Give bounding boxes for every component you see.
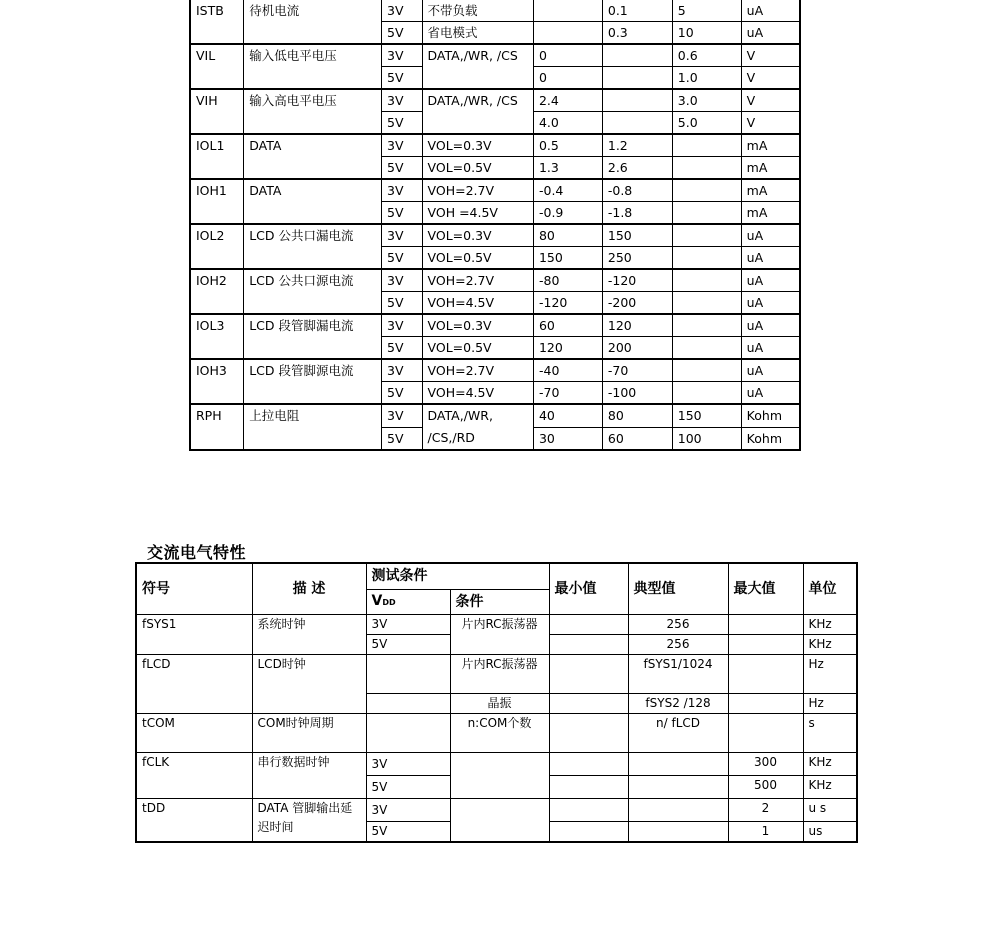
dc-condition: VOL=0.5V (422, 157, 533, 180)
dc-vdd: 5V (382, 202, 423, 225)
dc-min: 40 (533, 404, 602, 427)
header-vdd-main: V (371, 593, 383, 609)
dc-unit: Kohm (741, 427, 800, 450)
dc-typ: 0.3 (602, 22, 672, 45)
ac-max (728, 714, 803, 753)
ac-max: 300 (728, 753, 803, 776)
ac-vdd: 5V (366, 776, 450, 799)
table-row (190, 224, 800, 247)
dc-min: 30 (533, 427, 602, 450)
dc-unit: Kohm (741, 404, 800, 427)
dc-condition: VOH=4.5V (422, 382, 533, 405)
dc-description: LCD 公共口源电流 (244, 269, 382, 314)
dc-max (672, 269, 741, 292)
dc-unit: V (741, 44, 800, 67)
ac-unit: KHz (803, 753, 857, 776)
ac-min (549, 694, 628, 714)
dc-condition: DATA,/WR, /CS,/RD (422, 404, 533, 450)
ac-min (549, 799, 628, 822)
dc-max (672, 134, 741, 157)
ac-symbol: fLCD (136, 655, 252, 714)
header-vdd (366, 590, 450, 615)
ac-min (549, 635, 628, 655)
ac-condition: 晶振 (450, 694, 549, 714)
header-unit: 单位 (803, 563, 857, 615)
table-row (190, 404, 800, 427)
dc-typ: 120 (602, 314, 672, 337)
dc-description: DATA (244, 179, 382, 224)
dc-unit: uA (741, 314, 800, 337)
dc-unit: uA (741, 382, 800, 405)
table-row (190, 359, 800, 382)
dc-vdd: 5V (382, 67, 423, 90)
dc-typ: -1.8 (602, 202, 672, 225)
ac-unit: Hz (803, 694, 857, 714)
dc-max (672, 202, 741, 225)
dc-min: 4.0 (533, 112, 602, 135)
ac-min (549, 714, 628, 753)
dc-min: 60 (533, 314, 602, 337)
dc-description: 输入高电平电压 (244, 89, 382, 134)
dc-min: -40 (533, 359, 602, 382)
dc-unit: uA (741, 247, 800, 270)
dc-vdd: 3V (382, 224, 423, 247)
dc-unit: mA (741, 157, 800, 180)
ac-vdd (366, 655, 450, 694)
ac-typ (628, 753, 728, 776)
dc-vdd: 5V (382, 292, 423, 315)
dc-unit: mA (741, 202, 800, 225)
dc-vdd: 3V (382, 89, 423, 112)
dc-vdd: 3V (382, 0, 423, 22)
dc-min: 0 (533, 44, 602, 67)
ac-vdd: 3V (366, 799, 450, 822)
dc-typ: 150 (602, 224, 672, 247)
dc-description: 输入低电平电压 (244, 44, 382, 89)
dc-vdd: 5V (382, 337, 423, 360)
ac-max (728, 694, 803, 714)
dc-max: 0.6 (672, 44, 741, 67)
dc-condition: DATA,/WR, /CS (422, 89, 533, 134)
dc-description: LCD 段管脚源电流 (244, 359, 382, 404)
ac-min (549, 655, 628, 694)
ac-unit: us (803, 822, 857, 843)
ac-vdd (366, 714, 450, 753)
dc-min: -0.4 (533, 179, 602, 202)
dc-typ: 250 (602, 247, 672, 270)
ac-typ: fSYS2 /128 (628, 694, 728, 714)
dc-vdd: 5V (382, 112, 423, 135)
ac-min (549, 822, 628, 843)
dc-symbol: IOH3 (190, 359, 244, 404)
ac-max (728, 655, 803, 694)
ac-condition: n:COM个数 (450, 714, 549, 753)
table-row (136, 615, 857, 635)
ac-max: 500 (728, 776, 803, 799)
header-condition: 条件 (450, 590, 549, 615)
ac-typ: 256 (628, 635, 728, 655)
ac-min (549, 776, 628, 799)
dc-typ: -0.8 (602, 179, 672, 202)
dc-condition: VOL=0.3V (422, 134, 533, 157)
ac-unit: s (803, 714, 857, 753)
dc-typ (602, 44, 672, 67)
dc-unit: V (741, 89, 800, 112)
ac-description: DATA 管脚输出延迟时间 (252, 799, 366, 843)
dc-symbol: IOH1 (190, 179, 244, 224)
ac-typ (628, 776, 728, 799)
dc-min: -0.9 (533, 202, 602, 225)
dc-symbol: VIL (190, 44, 244, 89)
dc-max (672, 359, 741, 382)
dc-max: 100 (672, 427, 741, 450)
dc-unit: V (741, 112, 800, 135)
dc-min: 1.3 (533, 157, 602, 180)
ac-symbol: fSYS1 (136, 615, 252, 655)
ac-condition (450, 753, 549, 799)
dc-typ (602, 89, 672, 112)
ac-description: 系统时钟 (252, 615, 366, 655)
ac-characteristics-table (135, 562, 858, 843)
ac-vdd (366, 694, 450, 714)
ac-max: 2 (728, 799, 803, 822)
dc-max: 5.0 (672, 112, 741, 135)
dc-max: 1.0 (672, 67, 741, 90)
dc-max (672, 382, 741, 405)
ac-max: 1 (728, 822, 803, 843)
ac-condition: 片内RC振荡器 (450, 655, 549, 694)
dc-typ: 60 (602, 427, 672, 450)
dc-typ: 1.2 (602, 134, 672, 157)
dc-unit: uA (741, 0, 800, 22)
dc-min: 150 (533, 247, 602, 270)
ac-vdd: 3V (366, 753, 450, 776)
header-typ: 典型值 (628, 563, 728, 615)
ac-typ: n/ fLCD (628, 714, 728, 753)
dc-vdd: 3V (382, 179, 423, 202)
table-row (190, 89, 800, 112)
dc-condition: VOH=2.7V (422, 269, 533, 292)
dc-condition: VOH=2.7V (422, 179, 533, 202)
table-row (190, 0, 800, 22)
ac-condition (450, 799, 549, 843)
dc-condition: VOH=2.7V (422, 359, 533, 382)
dc-symbol: ISTB (190, 0, 244, 44)
header-max: 最大值 (728, 563, 803, 615)
ac-typ (628, 822, 728, 843)
dc-max (672, 337, 741, 360)
header-min: 最小值 (549, 563, 628, 615)
dc-description: LCD 公共口漏电流 (244, 224, 382, 269)
dc-description: DATA (244, 134, 382, 179)
dc-vdd: 3V (382, 314, 423, 337)
dc-condition: VOH =4.5V (422, 202, 533, 225)
header-vdd-sub: DD (382, 598, 396, 607)
dc-vdd: 5V (382, 22, 423, 45)
dc-typ: 80 (602, 404, 672, 427)
dc-unit: uA (741, 337, 800, 360)
dc-min: -120 (533, 292, 602, 315)
header-description: 描 述 (252, 563, 366, 615)
dc-typ: 2.6 (602, 157, 672, 180)
ac-unit: u s (803, 799, 857, 822)
dc-description: 上拉电阻 (244, 404, 382, 450)
dc-vdd: 3V (382, 44, 423, 67)
dc-symbol: IOL2 (190, 224, 244, 269)
dc-max: 10 (672, 22, 741, 45)
dc-vdd: 3V (382, 404, 423, 427)
dc-unit: mA (741, 134, 800, 157)
dc-unit: mA (741, 179, 800, 202)
dc-unit: uA (741, 269, 800, 292)
ac-symbol: fCLK (136, 753, 252, 799)
dc-typ: -200 (602, 292, 672, 315)
dc-unit: V (741, 67, 800, 90)
dc-max: 3.0 (672, 89, 741, 112)
table-row (136, 753, 857, 776)
dc-condition: VOL=0.3V (422, 224, 533, 247)
ac-section-title: 交流电气特性 (147, 543, 247, 562)
ac-typ: 256 (628, 615, 728, 635)
table-row (136, 714, 857, 753)
dc-symbol: RPH (190, 404, 244, 450)
ac-unit: KHz (803, 776, 857, 799)
dc-typ: -100 (602, 382, 672, 405)
dc-min: 80 (533, 224, 602, 247)
ac-unit: KHz (803, 635, 857, 655)
dc-condition: VOH=4.5V (422, 292, 533, 315)
ac-symbol: tDD (136, 799, 252, 843)
table-row (190, 134, 800, 157)
dc-typ: -120 (602, 269, 672, 292)
table-row (190, 44, 800, 67)
dc-vdd: 5V (382, 247, 423, 270)
dc-condition: 不带负载 (422, 0, 533, 22)
dc-max (672, 157, 741, 180)
dc-max (672, 314, 741, 337)
dc-typ: -70 (602, 359, 672, 382)
table-row (136, 799, 857, 822)
dc-unit: uA (741, 359, 800, 382)
dc-condition: DATA,/WR, /CS (422, 44, 533, 89)
dc-min: 0 (533, 67, 602, 90)
dc-unit: uA (741, 292, 800, 315)
dc-unit: uA (741, 224, 800, 247)
dc-min (533, 22, 602, 45)
dc-max (672, 179, 741, 202)
ac-vdd: 3V (366, 615, 450, 635)
ac-typ: fSYS1/1024 (628, 655, 728, 694)
dc-unit: uA (741, 22, 800, 45)
dc-max: 5 (672, 0, 741, 22)
dc-max: 150 (672, 404, 741, 427)
dc-min: 0.5 (533, 134, 602, 157)
dc-condition: VOL=0.3V (422, 314, 533, 337)
dc-max (672, 224, 741, 247)
header-test-condition: 测试条件 (366, 563, 549, 590)
dc-symbol: IOH2 (190, 269, 244, 314)
dc-vdd: 3V (382, 134, 423, 157)
ac-condition: 片内RC振荡器 (450, 615, 549, 655)
dc-condition: VOL=0.5V (422, 337, 533, 360)
table-row (190, 179, 800, 202)
ac-max (728, 615, 803, 635)
dc-symbol: VIH (190, 89, 244, 134)
dc-vdd: 3V (382, 269, 423, 292)
ac-description: COM时钟周期 (252, 714, 366, 753)
dc-symbol: IOL3 (190, 314, 244, 359)
table-row (190, 314, 800, 337)
dc-min: -70 (533, 382, 602, 405)
dc-max (672, 292, 741, 315)
ac-description: 串行数据时钟 (252, 753, 366, 799)
header-symbol: 符号 (136, 563, 252, 615)
ac-vdd: 5V (366, 635, 450, 655)
dc-vdd: 5V (382, 157, 423, 180)
dc-min: 2.4 (533, 89, 602, 112)
dc-min: -80 (533, 269, 602, 292)
dc-condition: 省电模式 (422, 22, 533, 45)
dc-min: 120 (533, 337, 602, 360)
dc-typ (602, 67, 672, 90)
dc-description: 待机电流 (244, 0, 382, 44)
ac-typ (628, 799, 728, 822)
table-row (136, 655, 857, 694)
table-row (190, 269, 800, 292)
ac-symbol: tCOM (136, 714, 252, 753)
ac-unit: Hz (803, 655, 857, 694)
dc-condition: VOL=0.5V (422, 247, 533, 270)
ac-min (549, 753, 628, 776)
ac-max (728, 635, 803, 655)
ac-min (549, 615, 628, 635)
dc-vdd: 3V (382, 359, 423, 382)
dc-typ: 0.1 (602, 0, 672, 22)
dc-symbol: IOL1 (190, 134, 244, 179)
ac-vdd: 5V (366, 822, 450, 843)
dc-description: LCD 段管脚漏电流 (244, 314, 382, 359)
dc-typ (602, 112, 672, 135)
ac-unit: KHz (803, 615, 857, 635)
dc-vdd: 5V (382, 427, 423, 450)
dc-min (533, 0, 602, 22)
dc-max (672, 247, 741, 270)
dc-vdd: 5V (382, 382, 423, 405)
dc-typ: 200 (602, 337, 672, 360)
dc-characteristics-table (189, 0, 801, 451)
ac-description: LCD时钟 (252, 655, 366, 714)
